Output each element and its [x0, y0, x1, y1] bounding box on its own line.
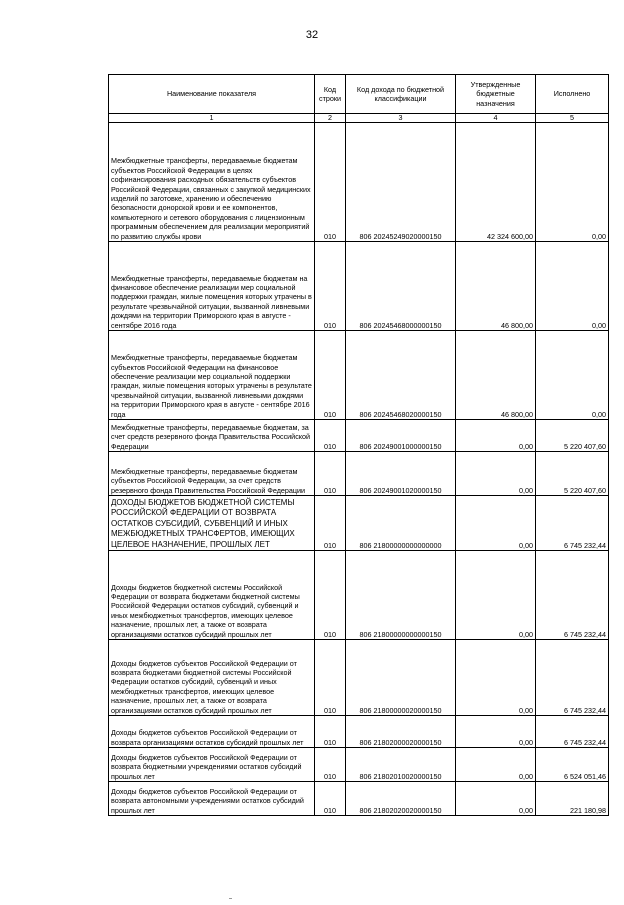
- row-executed: 0,00: [536, 242, 609, 331]
- row-kbk: 806 21800000000000000: [346, 496, 456, 551]
- page-number: 32: [305, 29, 319, 41]
- row-executed: 6 524 051,46: [536, 748, 609, 782]
- table-row: [109, 420, 609, 452]
- row-code: 010: [315, 782, 346, 816]
- row-approved: 0,00: [456, 420, 536, 452]
- row-approved: 42 324 600,00: [456, 123, 536, 242]
- header-name: Наименование показателя: [109, 75, 315, 114]
- table-row: [109, 496, 609, 551]
- table-row: [109, 123, 609, 242]
- row-code: 010: [315, 242, 346, 331]
- row-code: 010: [315, 331, 346, 420]
- row-code: 010: [315, 551, 346, 640]
- row-executed: 0,00: [536, 123, 609, 242]
- row-kbk: 806 21800000000000150: [346, 551, 456, 640]
- row-name: Доходы бюджетов бюджетной системы Российской Федерации от возврата бюджетами бюджетной системы Российской Федерации остатков субсидий, субвенций и иных межбюджетных трансфертов, имеющих целевое назначение, прошлых лет, а также от возврата организациями остатков субсидий прошлых лет: [109, 551, 315, 640]
- header-executed: Исполнено: [536, 75, 609, 114]
- row-approved: 0,00: [456, 716, 536, 748]
- row-approved: 46 800,00: [456, 242, 536, 331]
- column-number: 2: [315, 114, 346, 123]
- row-executed: 6 745 232,44: [536, 640, 609, 716]
- header-kbk: Код дохода по бюджетной классификации: [346, 75, 456, 114]
- row-approved: 0,00: [456, 452, 536, 496]
- column-number: 1: [109, 114, 315, 123]
- row-approved: 0,00: [456, 782, 536, 816]
- row-kbk: 806 21802000020000150: [346, 716, 456, 748]
- row-executed: 221 180,98: [536, 782, 609, 816]
- row-executed: 6 745 232,44: [536, 551, 609, 640]
- row-approved: 0,00: [456, 496, 536, 551]
- row-name: Межбюджетные трансферты, передаваемые бюджетам субъектов Российской Федерации на финансовое обеспечение реализации мер социальной поддержки граждан, жилые помещения которых утрачены в результате чрезвычайной ситуации, вызванной ливневыми дождями на территории Приморского края в августе - сентябре 2016 года: [109, 331, 315, 420]
- table-row: [109, 748, 609, 782]
- table-row: [109, 640, 609, 716]
- row-kbk: 806 20249001000000150: [346, 420, 456, 452]
- budget-report-table: [108, 74, 609, 816]
- row-code: 010: [315, 420, 346, 452]
- column-number: 5: [536, 114, 609, 123]
- row-kbk: 806 20245249020000150: [346, 123, 456, 242]
- table-row: [109, 242, 609, 331]
- header-approved: Утвержденные бюджетные назначения: [456, 75, 536, 114]
- row-code: 010: [315, 640, 346, 716]
- row-approved: 0,00: [456, 748, 536, 782]
- row-executed: 6 745 232,44: [536, 716, 609, 748]
- row-name: Межбюджетные трансферты, передаваемые бюджетам, за счет средств резервного фонда Правительства Российской Федерации: [109, 420, 315, 452]
- row-code: 010: [315, 496, 346, 551]
- scan-speck: [229, 898, 232, 899]
- row-code: 010: [315, 748, 346, 782]
- row-executed: 6 745 232,44: [536, 496, 609, 551]
- row-approved: 46 800,00: [456, 331, 536, 420]
- row-name: Доходы бюджетов субъектов Российской Федерации от возврата организациями остатков субсидий прошлых лет: [109, 716, 315, 748]
- row-executed: 0,00: [536, 331, 609, 420]
- row-kbk: 806 20245468020000150: [346, 331, 456, 420]
- row-executed: 5 220 407,60: [536, 420, 609, 452]
- row-name: Доходы бюджетов субъектов Российской Федерации от возврата автономными учреждениями остатков субсидий прошлых лет: [109, 782, 315, 816]
- row-kbk: 806 20249001020000150: [346, 452, 456, 496]
- column-number-row: [109, 114, 609, 123]
- column-number: 3: [346, 114, 456, 123]
- row-kbk: 806 20245468000000150: [346, 242, 456, 331]
- row-kbk: 806 21800000020000150: [346, 640, 456, 716]
- row-approved: 0,00: [456, 551, 536, 640]
- table-row: [109, 716, 609, 748]
- row-executed: 5 220 407,60: [536, 452, 609, 496]
- row-kbk: 806 21802010020000150: [346, 748, 456, 782]
- row-name: Доходы бюджетов субъектов Российской Федерации от возврата бюджетными учреждениями остатков субсидий прошлых лет: [109, 748, 315, 782]
- table-row: [109, 782, 609, 816]
- column-number: 4: [456, 114, 536, 123]
- row-name: Межбюджетные трансферты, передаваемые бюджетам субъектов Российской Федерации, за счет средств резервного фонда Правительства Российской Федерации: [109, 452, 315, 496]
- table-row: [109, 452, 609, 496]
- row-kbk: 806 21802020020000150: [346, 782, 456, 816]
- row-name: Межбюджетные трансферты, передаваемые бюджетам на финансовое обеспечение реализации мер социальной поддержки граждан, жилые помещения которых утрачены в результате чрезвычайной ситуации, вызванной ливневыми дождями на территории Приморского края в августе - сентябре 2016 года: [109, 242, 315, 331]
- row-code: 010: [315, 123, 346, 242]
- header-code: Код строки: [315, 75, 346, 114]
- row-name: Межбюджетные трансферты, передаваемые бюджетам субъектов Российской Федерации в целях софинансирования расходных обязательств субъектов Российской Федерации, связанных с закупкой медицинских изделий по заготовке, хранению и обеспечению безопасности донорской крови и ее компонентов, компьютерного и сетевого оборудования с лицензионным программным обеспечением для реализации мероприятий по развитию службы крови: [109, 123, 315, 242]
- table-row: [109, 551, 609, 640]
- table-row: [109, 331, 609, 420]
- row-name: Доходы бюджетов субъектов Российской Федерации от возврата бюджетами бюджетной системы Российской Федерации остатков субсидий, субвенций и иных межбюджетных трансфертов, имеющих целевое назначение, прошлых лет, а также от возврата организациями остатков субсидий прошлых лет: [109, 640, 315, 716]
- row-code: 010: [315, 452, 346, 496]
- row-name: ДОХОДЫ БЮДЖЕТОВ БЮДЖЕТНОЙ СИСТЕМЫ РОССИЙСКОЙ ФЕДЕРАЦИИ ОТ ВОЗВРАТА ОСТАТКОВ СУБСИДИЙ, СУБВЕНЦИЙ И ИНЫХ МЕЖБЮДЖЕТНЫХ ТРАНСФЕРТОВ, ИМЕЮЩИХ ЦЕЛЕВОЕ НАЗНАЧЕНИЕ, ПРОШЛЫХ ЛЕТ: [109, 496, 315, 551]
- row-approved: 0,00: [456, 640, 536, 716]
- table-header-row: [109, 75, 609, 114]
- row-code: 010: [315, 716, 346, 748]
